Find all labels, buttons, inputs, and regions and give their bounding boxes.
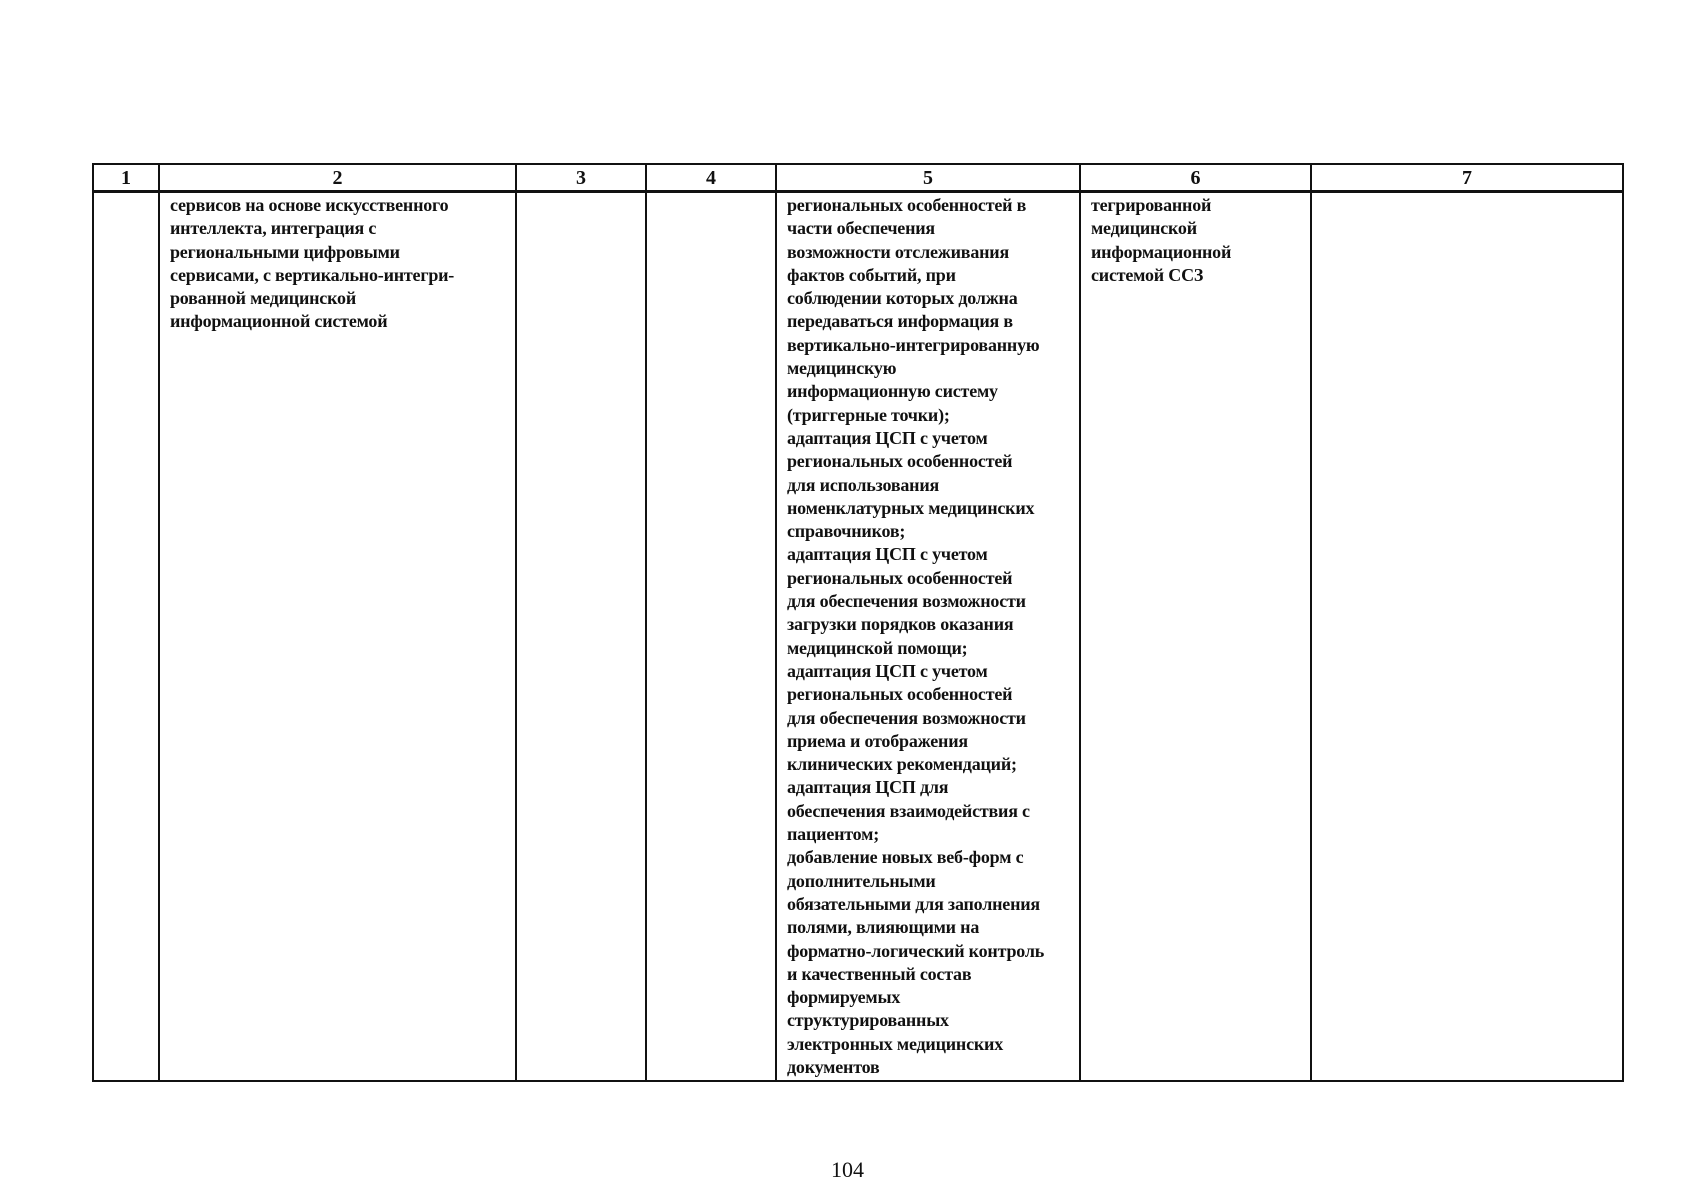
table-cell-col1	[93, 192, 159, 1082]
cell-text-col2: сервисов на основе искусственного интеллекта, интеграция с региональными цифровыми сервисами, с вертикально-интегри- рованной медицинской информационной системой	[170, 195, 455, 332]
cell-text-col5: региональных особенностей в части обеспечения возможности отслеживания фактов событий, при соблюдении которых должна передаваться информация в вертикально-интегрированную медицинскую информационную систему (триггерные точки); адаптация ЦСП с учетом региональных особенностей для использования номенклатурных медицинских справочников; адаптация ЦСП с учетом региональных особенностей для обеспечения возможности загрузки порядков оказания медицинской помощи; адаптация ЦСП с учетом региональных особенностей для обеспечения возможности приема и отображения клинических рекомендаций; адаптация ЦСП для обеспечения взаимодействия с пациентом; добавление новых веб-форм с дополнительными обязательными для заполнения полями, влияющими на форматно-логический контроль и качественный состав формируемых структурированных электронных медицинских документов	[787, 195, 1045, 1077]
cell-text-col1	[94, 193, 158, 194]
table-cell-col4	[646, 192, 776, 1082]
table-cell-col5	[776, 192, 1080, 1082]
column-header-4: 4	[646, 164, 776, 192]
column-header-1: 1	[93, 164, 159, 192]
table-header-row	[93, 164, 1623, 192]
column-header-3: 3	[516, 164, 646, 192]
column-header-2: 2	[159, 164, 516, 192]
page-number: 104	[831, 1157, 864, 1182]
cell-text-col4	[647, 193, 775, 194]
column-header-6: 6	[1080, 164, 1311, 192]
cell-text-col3	[517, 193, 645, 194]
table-cell-col7	[1311, 192, 1623, 1082]
column-header-5: 5	[776, 164, 1080, 192]
column-header-7: 7	[1311, 164, 1623, 192]
table-cell-col3	[516, 192, 646, 1082]
table-row	[93, 192, 1623, 1082]
cell-text-col6: тегрированной медицинской информационной системой ССЗ	[1091, 195, 1232, 285]
document-table	[92, 163, 1624, 1082]
table-cell-col6	[1080, 192, 1311, 1082]
table-cell-col2	[159, 192, 516, 1082]
cell-text-col7	[1312, 193, 1622, 194]
